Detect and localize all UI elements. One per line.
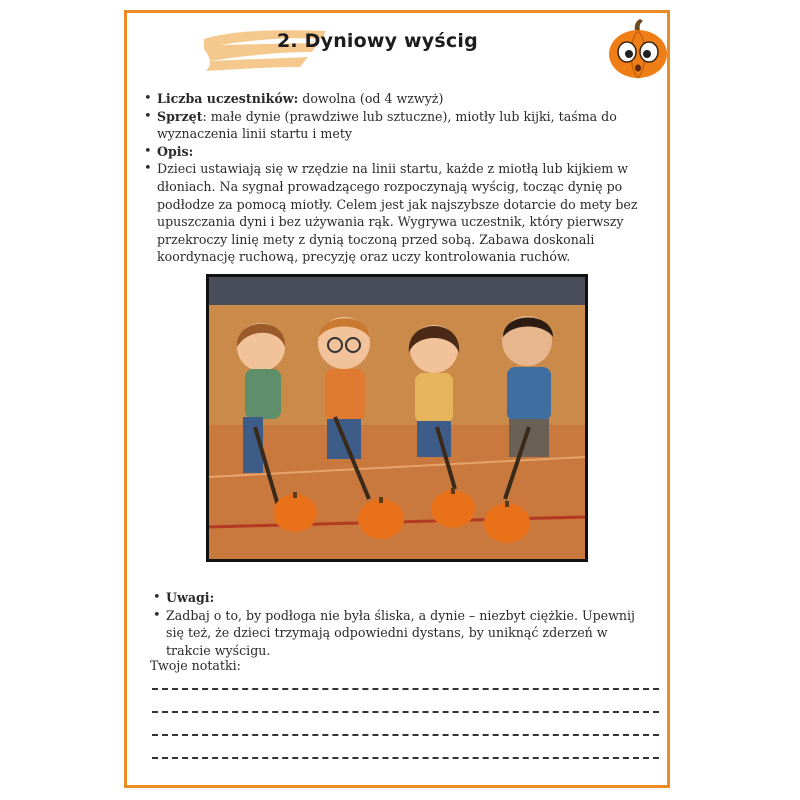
list-item-label: Uwagi:: [166, 590, 215, 605]
writing-line: [152, 734, 659, 736]
list-item: [141, 160, 656, 266]
rules-section: [141, 90, 656, 266]
list-item-text: : małe dynie (prawdziwe lub sztuczne), miotły lub kijki, taśma do wyznaczenia linii startu i mety: [157, 108, 617, 142]
list-item-text: Zadbaj o to, by podłoga nie była śliska, a dynie – niezbyt ciężkie. Upewnij się też, że dzieci trzymają odpowiedni dystans, by uniknąć zderzeń w trakcie wyścigu.: [166, 607, 635, 658]
list-item: [150, 607, 650, 660]
list-item-label: Liczba uczestników:: [157, 91, 299, 106]
list-item-text: Dzieci ustawiają się w rzędzie na linii startu, każde z miotłą lub kijkiem w dłoniach. Na sygnał prowadzącego rozpoczynają wyścig, tocząc dynię po podłodze za pomocą miotły. Celem jest jak najszybsze dotarcie do mety bez upuszczania dyni i bez używania rąk. Wygrywa uczestnik, który pierwszy przekroczy linię mety z dynią toczoną przed sobą. Zabawa doskonali koordynację ruchową, precyzję oraz uczy kontrolowania ruchów.: [157, 161, 638, 265]
pumpkin-icon: [605, 17, 671, 81]
list-item-text: dowolna (od 4 wzwyż): [298, 91, 444, 106]
writing-line: [152, 688, 659, 690]
notes-list: [150, 589, 650, 659]
children-pumpkin-race-illustration: [206, 274, 588, 562]
list-item: [141, 143, 656, 161]
notes-label: Twoje notatki:: [150, 658, 241, 673]
list-item-label: Opis:: [157, 143, 194, 159]
notes-section: [150, 589, 650, 659]
writing-line: [152, 757, 659, 759]
list-item-label: Sprzęt: [157, 108, 203, 124]
worksheet-page: [124, 10, 670, 788]
list-item: [141, 90, 656, 108]
page-title: 2. Dyniowy wyścig: [277, 30, 478, 52]
list-item: [141, 108, 656, 143]
list-item: [150, 589, 650, 607]
writing-line: [152, 711, 659, 713]
rules-list: [141, 90, 656, 266]
